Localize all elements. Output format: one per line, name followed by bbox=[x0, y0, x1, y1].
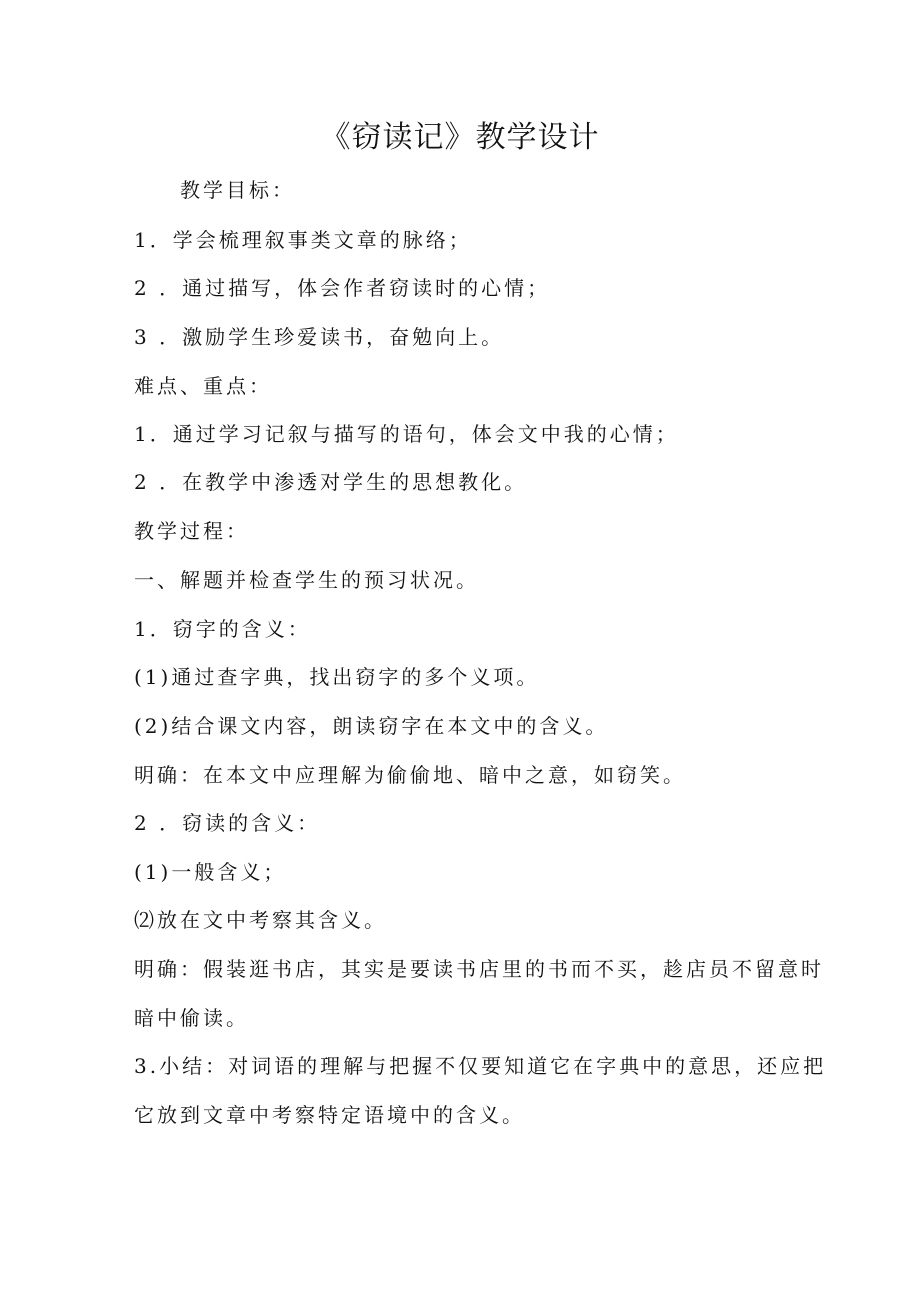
goal-item-2: 2 ．通过描写，体会作者窃读时的心情； bbox=[134, 276, 551, 300]
sub-item-2: (2)结合课文内容，朗读窃字在本文中的含义。 bbox=[134, 714, 609, 738]
sub-item-4: ⑵放在文中考察其含义。 bbox=[134, 908, 387, 932]
key-point-2: 2 ．在教学中渗透对学生的思想教化。 bbox=[134, 470, 528, 494]
document-title: 《窃读记》教学设计 bbox=[320, 120, 600, 155]
heading-teaching-process: 教学过程： bbox=[134, 519, 249, 543]
sub-item-1: (1)通过查字典，找出窃字的多个义项。 bbox=[134, 665, 540, 689]
key-point-1: 1．通过学习记叙与描写的语句，体会文中我的心情； bbox=[134, 422, 679, 446]
item-qiedu-meaning: 2 ．窃读的含义： bbox=[134, 811, 321, 835]
sub-item-3: (1)一般含义； bbox=[134, 860, 287, 884]
goal-item-1: 1．学会梳理叙事类文章的脉络； bbox=[134, 228, 472, 252]
clarification-2-line-2: 暗中偷读。 bbox=[134, 1006, 249, 1030]
item-qie-meaning: 1．窃字的含义： bbox=[134, 617, 311, 641]
clarification-2-line-1: 明确：假装逛书店，其实是要读书店里的书而不买，趁店员不留意时 bbox=[134, 957, 824, 981]
process-section-1: 一、解题并检查学生的预习状况。 bbox=[134, 568, 479, 592]
summary-line-1: 3.小结：对词语的理解与把握不仅要知道它在字典中的意思，还应把 bbox=[134, 1054, 827, 1078]
clarification-1: 明确：在本文中应理解为偷偷地、暗中之意，如窃笑。 bbox=[134, 763, 686, 787]
summary-line-2: 它放到文章中考察特定语境中的含义。 bbox=[134, 1103, 525, 1127]
heading-teaching-goals: 教学目标： bbox=[180, 178, 295, 202]
goal-item-3: 3 ．激励学生珍爱读书，奋勉向上。 bbox=[134, 325, 505, 349]
heading-key-points: 难点、重点： bbox=[134, 374, 272, 398]
